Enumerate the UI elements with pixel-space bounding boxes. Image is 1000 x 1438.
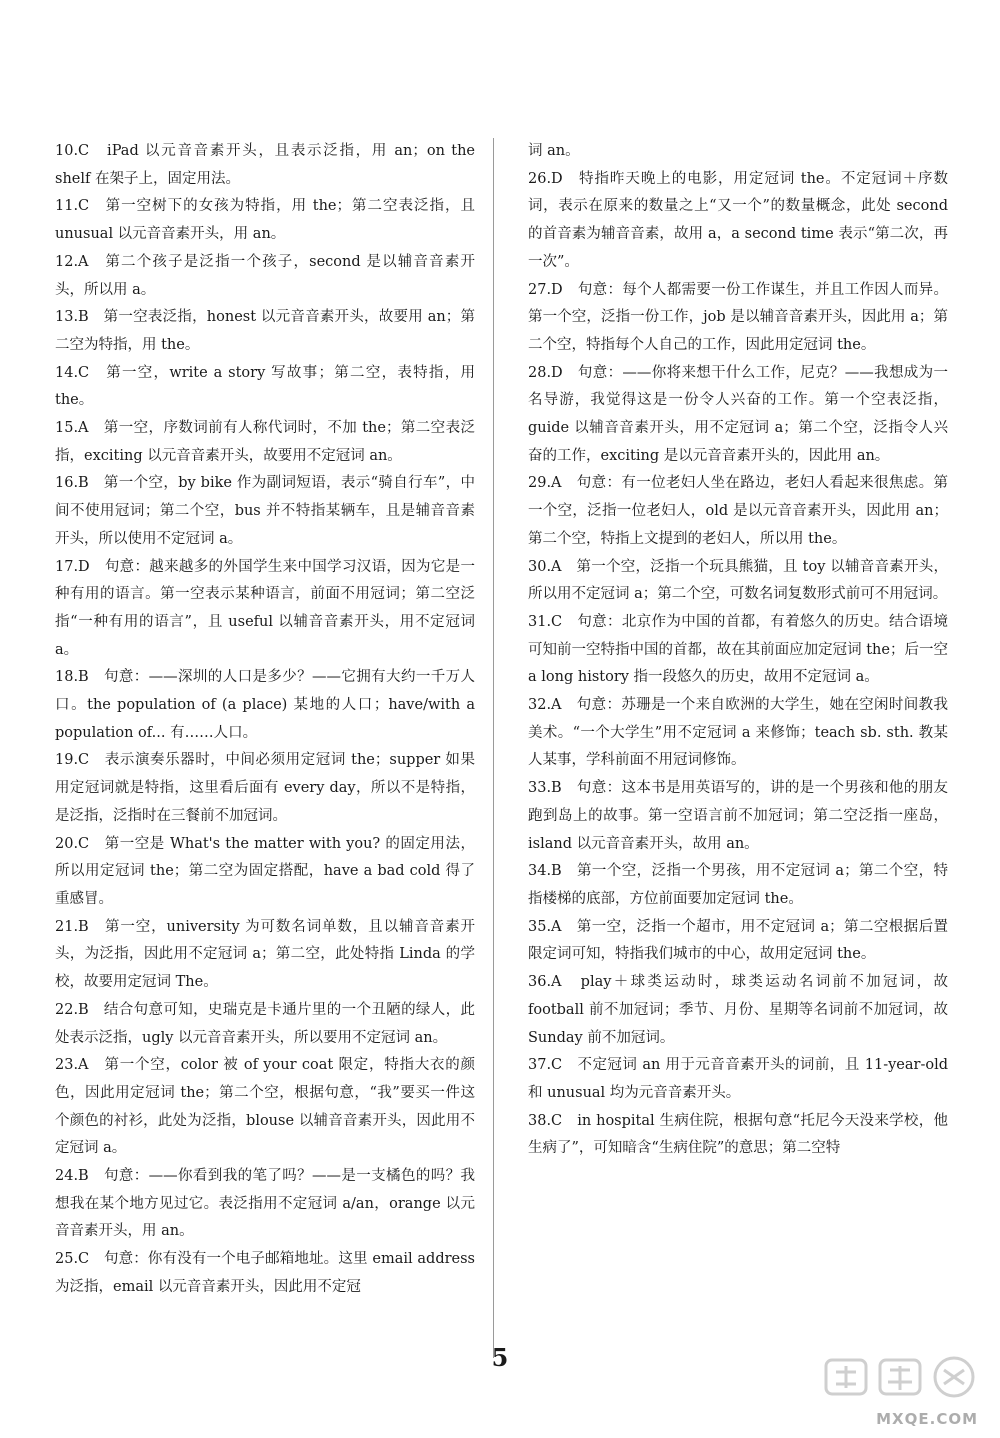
answer-entry-16: 16.B 第一个空，by bike 作为副词短语，表示“骑自行车”，中间不使用冠词；第二个空，bus 并不特指某辆车，且是辅音音素开头，所以使用不定冠词 a。: [55, 475, 475, 547]
answer-entry-36: 36.A play＋球类运动时，球类运动名词前不加冠词，故 football 前不加冠词；季节、月份、星期等名词前不加冠词，故 Sunday 前不加冠词。: [528, 974, 948, 1046]
page-number: 5: [491, 1343, 509, 1372]
answer-entry-11: 11.C 第一空树下的女孩为特指，用 the；第二空表泛指，且 unusual 以元音音素开头，用 an。: [55, 198, 475, 243]
answer-entry-35: 35.A 第一空，泛指一个超市，用不定冠词 a；第二空根据后置限定词可知，特指我们城市的中心，故用定冠词 the。: [528, 918, 948, 963]
answer-entry-14: 14.C 第一空，write a story 写故事；第二空，表特指，用 the。: [55, 364, 475, 409]
answer-entry-28: 28.D 句意：——你将来想干什么工作，尼克？——我想成为一名导游，我觉得这是一份令人兴奋的工作。第一个空表泛指，guide 以辅音音素开头，用不定冠词 a；第二个空，泛指令人兴奋的工作，exciting 是以元音音素开头的，因此用 an。: [528, 364, 948, 464]
answer-entry-13: 13.B 第一空表泛指，honest 以元音音素开头，故要用 an；第二空为特指，用 the。: [55, 309, 475, 353]
answer-entry-19: 19.C 表示演奏乐器时，中间必须用定冠词 the；supper 如果用定冠词就是特指，这里看后面有 every day，所以不是特指，是泛指，泛指时在三餐前不加冠词。: [55, 752, 475, 824]
answer-entry-34: 34.B 第一个空，泛指一个男孩，用不定冠词 a；第二个空，特指楼梯的底部，方位前面要加定冠词 the。: [528, 863, 948, 907]
answer-entry-24: 24.B 句意：——你看到我的笔了吗？——是一支橘色的吗？我想我在某个地方见过它。表泛指用不定冠词 a/an，orange 以元音音素开头，用 an。: [55, 1168, 475, 1240]
answer-entry-31: 31.C 句意：北京作为中国的首都，有着悠久的历史。结合语境可知前一空特指中国的首都，故在其前面应加定冠词 the；后一空 a long history 指一段悠久的历史，故用不定冠词 a。: [528, 613, 948, 686]
answer-entry-12: 12.A 第二个孩子是泛指一个孩子，second 是以辅音音素开头，所以用 a。: [55, 253, 475, 298]
answer-entry-21: 21.B 第一空，university 为可数名词单数，且以辅音音素开头，为泛指，因此用不定冠词 a；第二空，此处特指 Linda 的学校，故要用定冠词 The。: [55, 918, 475, 991]
answer-entry-37: 37.C 不定冠词 an 用于元音音素开头的词前，且 11-year-old 和 unusual 均为元音音素开头。: [528, 1057, 948, 1101]
answer-entry-33: 33.B 句意：这本书是用英语写的，讲的是一个男孩和他的朋友跑到岛上的故事。第一空语言前不加冠词；第二空泛指一座岛，island 以元音音素开头，故用 an。: [528, 780, 948, 852]
answer-entry-10: 10.C iPad 以元音音素开头，且表示泛指，用 an；on the shelf 在架子上，固定用法。: [55, 143, 475, 187]
left-column: [55, 138, 475, 1302]
answer-entry-22: 22.B 结合句意可知，史瑞克是卡通片里的一个丑陋的绿人，此处表示泛指，ugly 以元音音素开头，所以要用不定冠词 an。: [55, 1001, 475, 1046]
right-column: [528, 138, 948, 1163]
answer-entry-20: 20.C 第一空是 What's the matter with you? 的固定用法，所以用定冠词 the；第二空为固定搭配，have a bad cold 得了重感冒。: [55, 835, 475, 907]
answer-entry-26: 26.D 特指昨天晚上的电影，用定冠词 the。不定冠词＋序数词，表示在原来的数量之上“又一个”的数量概念，此处 second 的首音素为辅音音素，故用 a，a second time 表示“第二次，再一次”。: [528, 170, 948, 270]
answer-entry-30: 30.A 第一个空，泛指一个玩具熊猫，且 toy 以辅音音素开头，所以用不定冠词 a；第二个空，可数名词复数形式前可不用冠词。: [528, 558, 948, 603]
answer-entry-32: 32.A 句意：苏珊是一个来自欧洲的大学生，她在空闲时间教我美术。“一个大学生”用不定冠词 a 来修饰；teach sb. sth. 教某人某事，学科前面不用冠词修饰。: [528, 697, 948, 769]
answer-entry-18: 18.B 句意：——深圳的人口是多少？——它拥有大约一千万人口。the population of (a place) 某地的人口；have/with a population of... 有……人口。: [55, 669, 475, 741]
answer-entry-23: 23.A 第一个空，color 被 of your coat 限定，特指大衣的颜色，因此用定冠词 the；第二个空，根据句意，“我”要买一件这个颜色的衬衫，此处为泛指，blouse 以辅音音素开头，因此用不定冠词 a。: [55, 1057, 475, 1157]
answer-entry-29: 29.A 句意：有一位老妇人坐在路边，老妇人看起来很焦虑。第一个空，泛指一位老妇人，old 是以元音音素开头，因此用 an；第二个空，特指上文提到的老妇人，所以用 the。: [528, 475, 948, 547]
answer-entry-17: 17.D 句意：越来越多的外国学生来中国学习汉语，因为它是一种有用的语言。第一空表示某种语言，前面不用冠词；第二空泛指“一种有用的语言”，且 useful 以辅音音素开头，用不定冠词 a。: [55, 558, 475, 658]
answer-entry-27: 27.D 句意：每个人都需要一份工作谋生，并且工作因人而异。第一个空，泛指一份工作，job 是以辅音音素开头，因此用 a；第二个空，特指每个人自己的工作，因此用定冠词 the。: [528, 281, 948, 353]
answer-entry-15: 15.A 第一空，序数词前有人称代词时，不加 the；第二空表泛指，exciting 以元音音素开头，故要用不定冠词 an。: [55, 420, 475, 464]
column-divider: [493, 138, 494, 1358]
watermark-url: MXQE.COM: [876, 1410, 978, 1428]
answer-entry-25-continued: 词 an。: [528, 143, 580, 159]
answer-entry-25: 25.C 句意：你有没有一个电子邮箱地址。这里 email address 为泛指，email 以元音音素开头，因此用不定冠: [55, 1251, 475, 1295]
answer-entry-38: 38.C in hospital 生病住院，根据句意“托尼今天没来学校，他生病了”，可知暗含“生病住院”的意思；第二空特: [528, 1112, 948, 1157]
